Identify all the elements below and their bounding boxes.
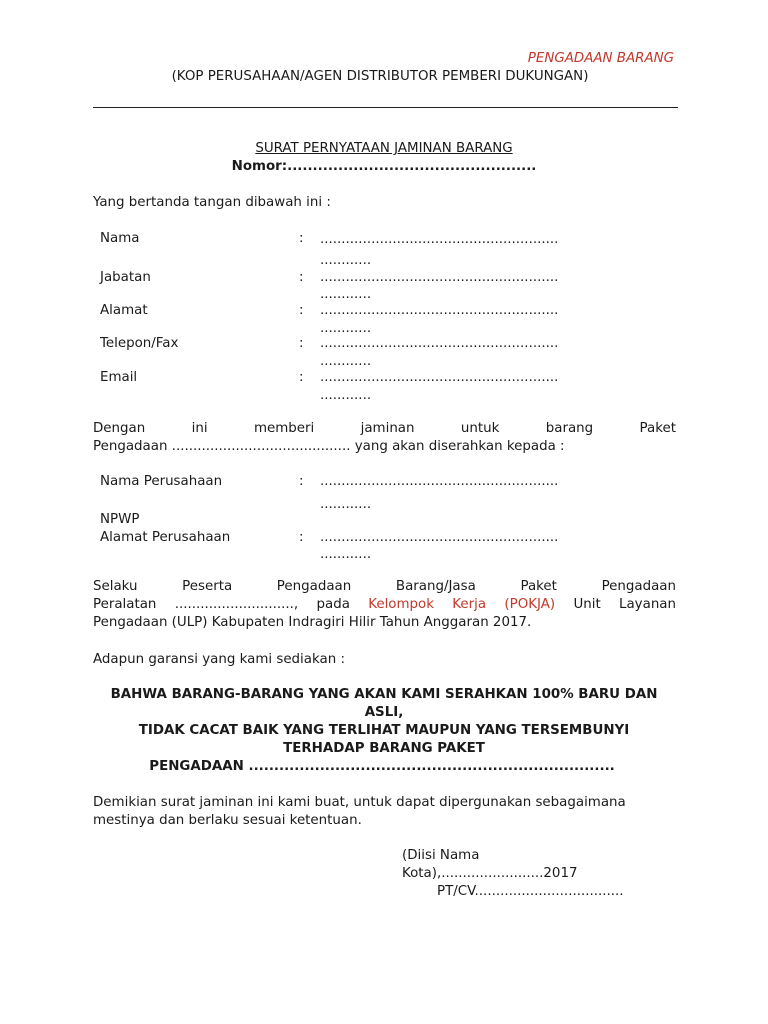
field-label: Jabatan <box>100 270 151 285</box>
field-dots-continued: ............ <box>320 547 372 562</box>
participant-line <box>93 596 676 614</box>
closing-line: Demikian surat jaminan ini kami buat, untuk dapat dipergunakan sebagaimana <box>93 795 626 810</box>
field-dots-continued: ............ <box>320 321 372 336</box>
participant-text: Unit Layanan <box>555 597 676 612</box>
field-colon: : <box>299 370 304 385</box>
field-label: Alamat <box>100 303 148 318</box>
field-dots: ........................................................ <box>320 530 559 545</box>
guarantee-line: Dengan ini memberi jaminan untuk barang Paket <box>93 421 676 436</box>
field-dots: ........................................................ <box>320 270 559 285</box>
field-colon: : <box>299 336 304 351</box>
field-dots: ........................................................ <box>320 336 559 351</box>
field-dots-continued: ............ <box>320 497 372 512</box>
field-dots: ........................................................ <box>320 370 559 385</box>
field-dots: ........................................................ <box>320 232 559 247</box>
signature-line: (Diisi Nama <box>402 848 480 863</box>
participant-paragraph <box>93 578 676 632</box>
closing-line: mestinya dan berlaku sesuai ketentuan. <box>93 813 362 828</box>
document-title: SURAT PERNYATAAN JAMINAN BARANG <box>255 141 513 156</box>
field-dots-continued: ............ <box>320 287 372 302</box>
provided-text: Adapun garansi yang kami sediakan : <box>93 652 345 667</box>
participant-line: Pengadaan (ULP) Kabupaten Indragiri Hilir Tahun Anggaran 2017. <box>93 615 532 630</box>
header-label: PENGADAAN BARANG <box>527 51 674 66</box>
field-colon: : <box>299 303 304 318</box>
participant-line: Selaku Peserta Pengadaan Barang/Jasa Paket Pengadaan <box>93 579 676 594</box>
statement-line: PENGADAAN ........................................................................ <box>149 759 615 774</box>
statement-line: BAHWA BARANG-BARANG YANG AKAN KAMI SERAHKAN 100% BARU DAN <box>110 687 658 702</box>
company-field-label: Alamat Perusahaan <box>100 530 231 545</box>
field-dots-continued: ............ <box>320 354 372 369</box>
field-dots-continued: ............ <box>320 388 372 403</box>
signature-company: PT/CV................................... <box>437 884 624 899</box>
statement-line: TIDAK CACAT BAIK YANG TERLIHAT MAUPUN YANG TERSEMBUNYI <box>138 723 630 738</box>
company-field-label: Nama Perusahaan <box>100 474 223 489</box>
statement-line: TERHADAP BARANG PAKET <box>283 741 485 756</box>
field-colon: : <box>299 270 304 285</box>
intro-text: Yang bertanda tangan dibawah ini : <box>93 195 331 210</box>
field-label: Nama <box>100 231 140 246</box>
statement-line: ASLI, <box>364 705 404 720</box>
field-label: Telepon/Fax <box>100 336 179 351</box>
header-divider <box>93 107 678 108</box>
field-label: Email <box>100 370 138 385</box>
field-dots: ........................................................ <box>320 303 559 318</box>
company-field-label: NPWP <box>100 512 140 527</box>
field-colon: : <box>299 231 304 246</box>
kop-header: (KOP PERUSAHAAN/AGEN DISTRIBUTOR PEMBERI DUKUNGAN) <box>171 69 589 84</box>
guarantee-line: Pengadaan .......................................... yang akan diserahkan kepada : <box>93 439 565 454</box>
signature-line: Kota),........................2017 <box>402 866 578 881</box>
field-dots: ........................................................ <box>320 474 559 489</box>
field-dots-continued: ............ <box>320 253 372 268</box>
field-colon: : <box>299 474 304 489</box>
guarantee-paragraph <box>93 420 676 456</box>
pokja-highlight: Kelompok Kerja (POKJA) <box>368 597 556 612</box>
document-number: Nomor:................................................. <box>231 159 537 174</box>
field-colon: : <box>299 530 304 545</box>
participant-text: Peralatan ............................, pada <box>93 597 369 612</box>
